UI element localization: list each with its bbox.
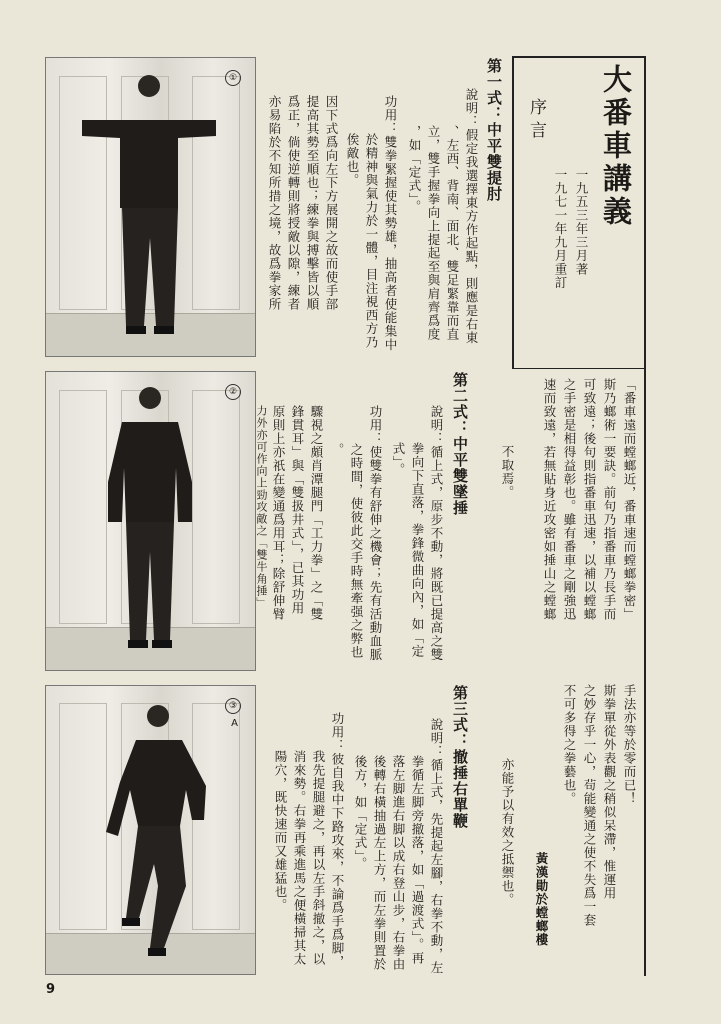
form-2-explain-line: 拳向下直落，拳鋒微曲向內，如「定 bbox=[410, 442, 425, 658]
preface-line: 斯乃螂術一要訣。前句乃指番車乃長手而 bbox=[602, 378, 617, 621]
page-title: 大番車講義 bbox=[599, 64, 633, 229]
form-1-heading: 第一式：中平雙提肘 bbox=[485, 58, 503, 202]
figure-1-illustration bbox=[46, 58, 255, 356]
preface-line: 速而致遠，若無貼身近攻密如捶山之螳螂 bbox=[542, 378, 557, 621]
title-box-left-rule bbox=[512, 56, 514, 368]
form-1-explain-line: 、左西、背南、面北、雙足緊靠而直 bbox=[445, 125, 460, 341]
form-3-use-line: 功用：彼自我中下路攻來，不論爲手爲脚， bbox=[330, 712, 345, 969]
form-3-explain-line: 拳循左脚旁撤落，如「過渡式」。再 bbox=[410, 755, 425, 965]
form-3-use-line: 陽穴，既快速而又雄猛也。 bbox=[273, 750, 288, 912]
preface-line: 之妙存乎一心，茍能變通之使不失爲一套 bbox=[582, 684, 597, 927]
form-1-use-line: 於精神與氣力於一體，目注視西方乃 bbox=[364, 133, 379, 349]
form-1-use-line: 功用：雙拳緊握使其勢雄，抽高者使能集中 bbox=[383, 95, 398, 352]
form-2-use-line: 力外亦可作向上勁攻敵之「雙牛角捶」 bbox=[255, 405, 268, 609]
form-1-explain-line: 說明：假定我選擇東方作起點，則應是右東 bbox=[464, 88, 479, 345]
preface-line: 不可多得之拳藝也。 bbox=[562, 684, 577, 806]
form-2-use-line: 鋒貫耳」與「雙扱井式」，已其功用 bbox=[290, 405, 305, 615]
form-1-use-line: 亦易陷於不知所措之境，故爲拳家所 bbox=[267, 95, 282, 311]
form-3-use-line: 我先提腿避之，再以左手斜撤之，以 bbox=[311, 750, 326, 966]
form-3-explain-line: 說明：循上式，先提起左腳，右拳不動，左 bbox=[429, 718, 444, 975]
form-2-use-line: 驟視之頗肖潭腿門「工力拳」之「雙 bbox=[309, 405, 324, 621]
form-number-3: ③ bbox=[225, 698, 241, 714]
form-1-continued-text: 不取焉。 bbox=[500, 445, 515, 499]
form-photo-1 bbox=[45, 57, 256, 357]
form-3-use-line: 消來勢。右拳再乘進馬之便橫掃其太 bbox=[292, 750, 307, 966]
form-1-explain-line: ，如「定式」。 bbox=[407, 125, 422, 214]
form-2-continued-text: 亦能予以有效之抵禦也。 bbox=[500, 758, 515, 907]
preface-line: 「番車遠而螳螂近，番車速而螳螂拳密」 bbox=[622, 378, 637, 621]
date-written: 一九五三年三月著 bbox=[574, 168, 589, 276]
form-2-use-line: 。 bbox=[330, 443, 345, 457]
form-2-heading: 第二式：中平雙墜捶 bbox=[451, 372, 469, 516]
page-number: 9 bbox=[46, 982, 56, 997]
form-photo-2 bbox=[45, 371, 256, 671]
figure-3-illustration bbox=[46, 686, 255, 974]
preface-line: 手法亦等於零而已！ bbox=[622, 684, 637, 806]
title-box-top-rule bbox=[512, 56, 646, 58]
title-box-right-rule bbox=[644, 56, 646, 976]
preface-line: 斯拳單從外表觀之稍似呆滯，惟運用 bbox=[602, 684, 617, 900]
form-1-use-line: 因下式爲向左下方展開之故而使手部 bbox=[324, 95, 339, 311]
form-3-explain-line: 後轉右橫抽過左上方，而左拳則置於 bbox=[372, 755, 387, 971]
date-revised: 一九七一年九月重訂 bbox=[553, 168, 568, 290]
form-2-explain-line: 式」。 bbox=[391, 442, 406, 477]
form-1-use-line: 爲正，倘使逆轉則將授敵以隙，練者 bbox=[286, 95, 301, 311]
form-photo-3 bbox=[45, 685, 256, 975]
preface-line: 可致遠；後句則指番車迅速，以補以螳螂 bbox=[582, 378, 597, 621]
figure-2-illustration bbox=[46, 372, 255, 670]
form-2-explain-line: 說明：循上式，原步不動，將既已提高之雙 bbox=[429, 405, 444, 662]
form-number-1: ① bbox=[225, 70, 241, 86]
preface-signature: 黃漢勛於螳螂樓 bbox=[534, 852, 549, 947]
title-box-divider-rule bbox=[512, 368, 646, 369]
form-3-explain-line: 後方，如「定式」。 bbox=[353, 755, 368, 871]
form-2-use-line: 原則上亦祇在變通爲用耳；除舒伸臂 bbox=[271, 405, 286, 621]
form-2-use-line: 之時間，使彼此交手時無牽强之弊也 bbox=[349, 443, 364, 659]
form-1-use-line: 俟敵也。 bbox=[345, 133, 360, 187]
form-2-use-line: 功用：使雙拳有舒伸之機會；先有活動血脈 bbox=[368, 405, 383, 662]
form-3-explain-line: 落左脚進右脚以成右登山步，右拳由 bbox=[391, 755, 406, 971]
form-1-explain-line: 立，雙手握拳向上提起至與肩齊爲度 bbox=[426, 125, 441, 341]
form-1-use-line: 提高其勢至順也；練拳與搏擊皆以順 bbox=[305, 95, 320, 311]
preface-label: 序言 bbox=[526, 98, 546, 144]
form-sub-label-3: A bbox=[231, 718, 238, 729]
preface-line: 之手密是相得益彰也。雖有番車之剛強迅 bbox=[562, 378, 577, 621]
form-3-heading: 第三式：撤捶右單鞭 bbox=[451, 685, 469, 829]
form-number-2: ② bbox=[225, 384, 241, 400]
